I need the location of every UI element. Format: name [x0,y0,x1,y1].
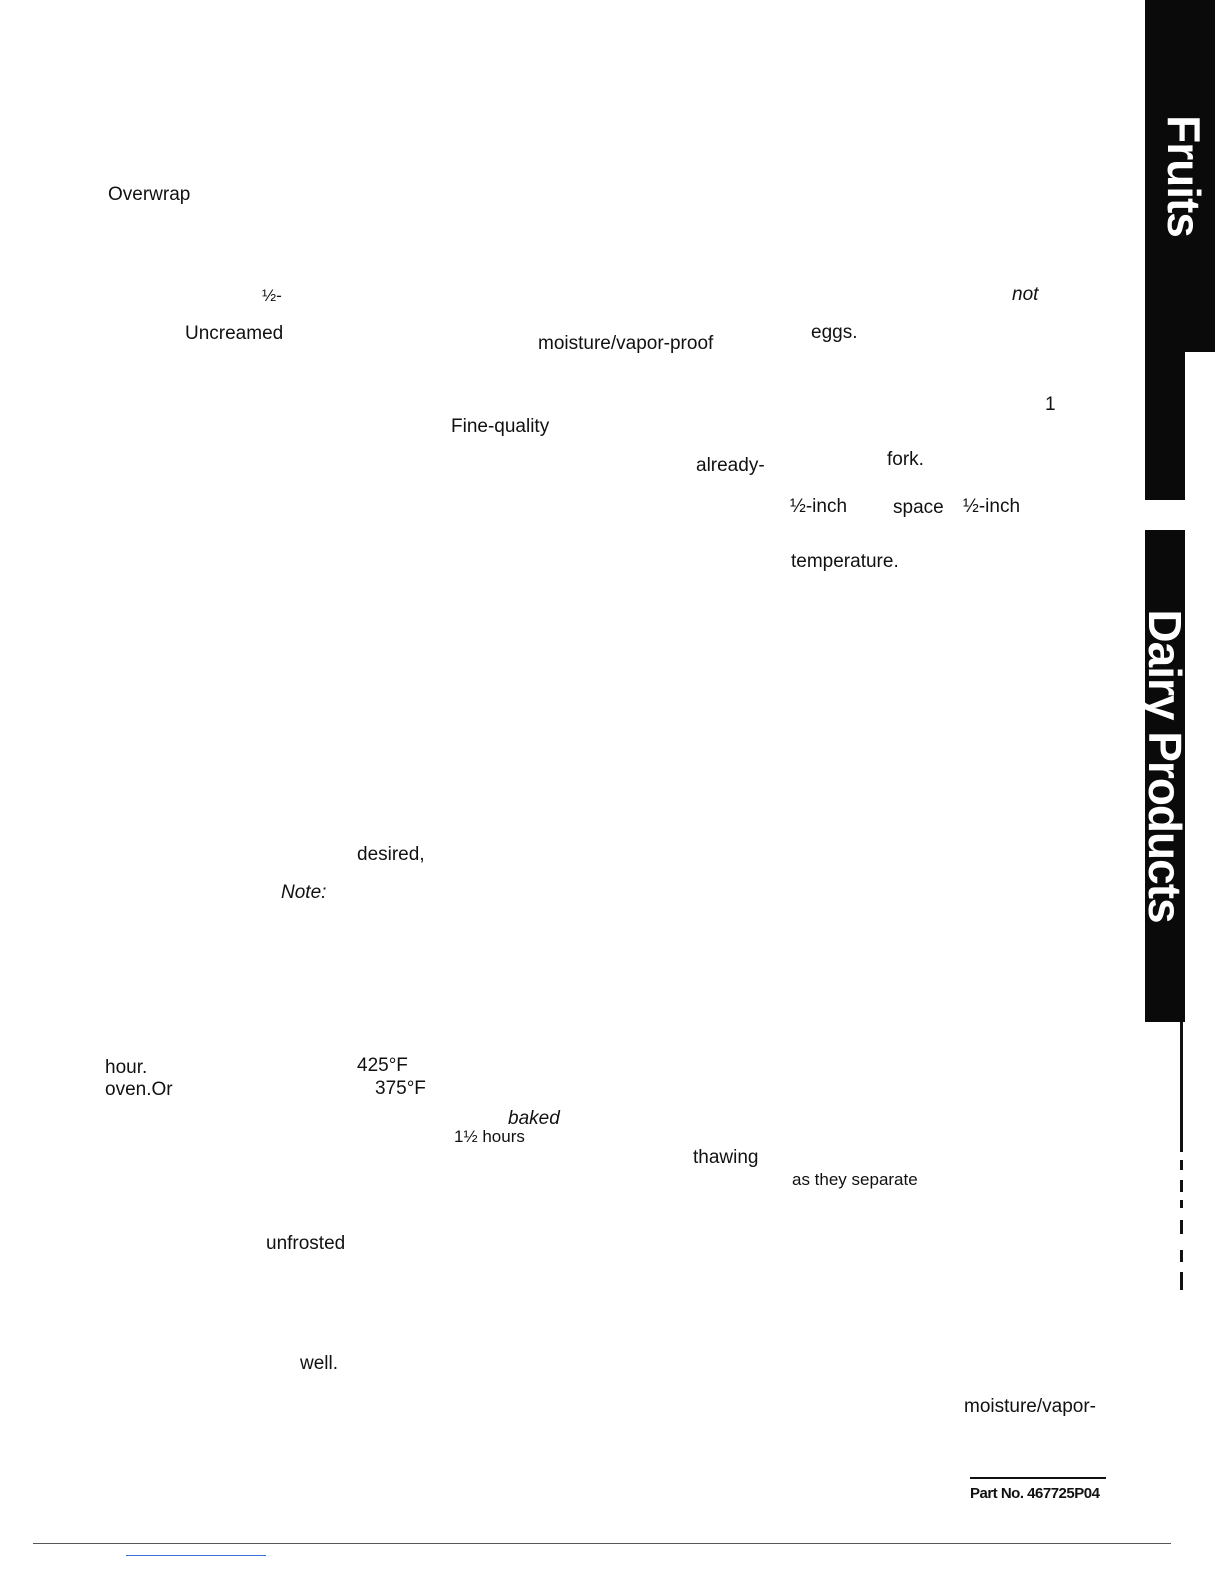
word-overwrap: Overwrap [108,184,191,205]
word-well: well. [300,1353,339,1374]
side-vertical-tick-6 [1180,1272,1183,1290]
side-tab-cap [1145,510,1215,530]
side-vertical-line [1180,1022,1183,1152]
word-eggs: eggs. [811,322,858,343]
part-number: Part No. 467725P04 [970,1485,1100,1502]
word-fine-quality: Fine-quality [451,416,550,437]
word-hour: hour. [105,1057,148,1078]
word-one: 1 [1045,394,1056,415]
word-half-dash: ½- [262,286,282,305]
part-no-rule [970,1477,1106,1479]
word-unfrosted: unfrosted [266,1233,346,1254]
word-already: already- [696,455,765,476]
word-desired: desired, [357,844,425,865]
word-as-they-separate: as they separate [792,1170,918,1189]
word-thawing: thawing [693,1147,759,1168]
word-note: Note: [281,882,327,903]
word-not: not [1012,284,1039,305]
side-tab-fruits-label: Fruits [1158,115,1210,237]
hyperlink-underline [126,1555,266,1556]
word-temperature: temperature. [791,551,899,572]
word-half-inch-1: ½-inch [790,496,848,517]
side-vertical-tick-4 [1180,1220,1183,1234]
side-vertical-tick-3 [1180,1200,1183,1208]
side-vertical-tick-2 [1180,1180,1183,1192]
side-tab-dairy [1139,510,1191,1022]
word-moisture-vapor-proof: moisture/vapor-proof [538,333,714,354]
word-temp-375: 375°F [375,1078,426,1099]
side-tab-fruits [1145,0,1215,352]
word-half-inch-2: ½-inch [963,496,1021,517]
side-vertical-tick-1 [1180,1160,1183,1170]
word-one-half-hours: 1½ hours [454,1127,525,1146]
word-fork: fork. [887,449,924,470]
word-uncreamed: Uncreamed [185,323,284,344]
word-moisture-vapor: moisture/vapor- [964,1396,1096,1417]
word-oven-or: oven.Or [105,1079,173,1100]
side-tab-divider-top [1145,352,1185,500]
side-vertical-tick-5 [1180,1250,1183,1262]
word-baked: baked [508,1108,560,1129]
side-tab-dairy-label: Dairy Products [1139,609,1191,923]
page-bottom-rule [33,1543,1171,1544]
word-space: space [893,497,944,518]
word-temp-425: 425°F [357,1055,408,1076]
